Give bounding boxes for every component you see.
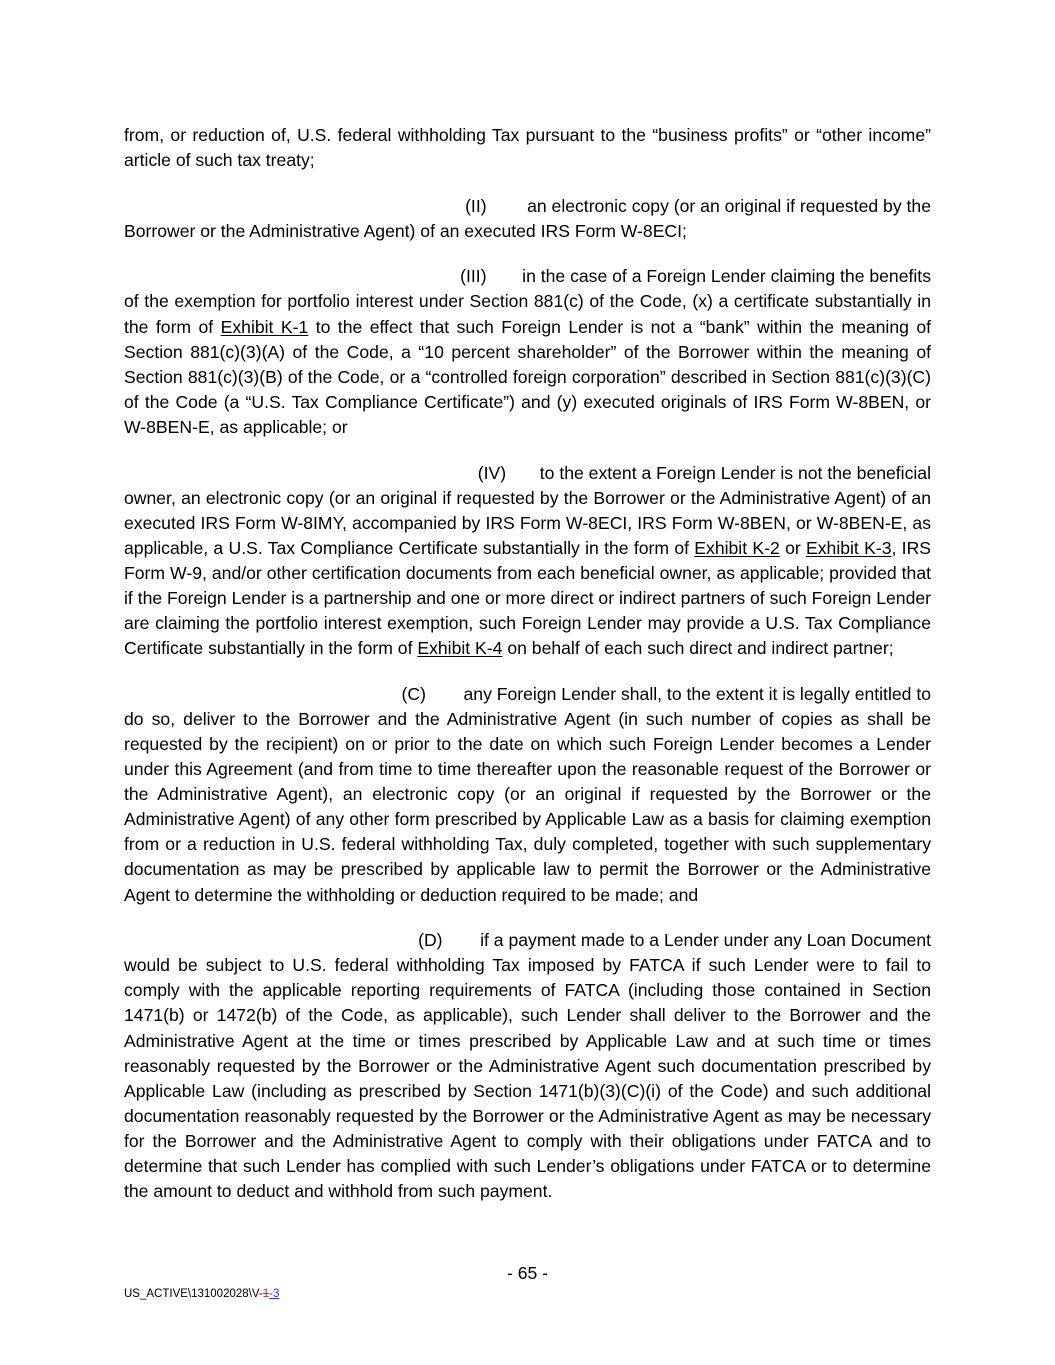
item-d-label: (D) xyxy=(418,930,443,951)
item-iii-lead xyxy=(124,264,931,289)
item-iv-text-a: owner, an electronic copy (or an original if requested by the Borrower or the Administrative Agent) of an executed IRS Form W-8IMY, accompanied by IRS Form W-8ECI, IRS Form W-8BEN, or W-8BEN-E, as applicable, a U.S. Tax Compliance Certificate substantially in the form of xyxy=(124,487,931,558)
paragraph-item-iii xyxy=(124,264,931,440)
paragraph-item-ii xyxy=(124,194,931,244)
page-number: - 65 - xyxy=(506,1263,549,1283)
paragraph-continuation xyxy=(124,123,931,173)
item-ii-label: (II) xyxy=(465,195,487,216)
item-ii-text: Borrower or the Administrative Agent) of an executed IRS Form W-8ECI; xyxy=(124,220,687,241)
item-iv-first-line: to the extent a Foreign Lender is not the beneficial xyxy=(539,462,931,483)
item-d-lead xyxy=(124,928,931,953)
item-d-first-line: if a payment made to a Lender under any Loan Document xyxy=(480,930,931,951)
item-iv-label: (IV) xyxy=(477,462,507,483)
item-iii-label: (III) xyxy=(460,266,487,287)
exhibit-k2-link: Exhibit K-2 xyxy=(694,537,780,558)
item-d-text: would be subject to U.S. federal withholding Tax imposed by FATCA if such Lender were to fail to comply with the applicable reporting requirements of FATCA (including those contained in Section 1471(b) or 1472(b) of the Code, as applicable), such Lender shall deliver to the Borrower and the Administrative Agent at the time or times prescribed by Applicable Law and at such time or times reasonably requested by the Borrower or the Administrative Agent such documentation prescribed by Applicable Law (including as prescribed by Section 1471(b)(3)(C)(i) of the Code) and such additional documentation reasonably requested by the Borrower or the Administrative Agent as may be necessary for the Borrower and the Administrative Agent to comply with their obligations under FATCA and to determine that such Lender has complied with such Lender’s obligations under FATCA or to determine the amount to deduct and withhold from such payment. xyxy=(124,955,931,1202)
document-version-deleted: 1 xyxy=(262,1288,270,1300)
item-iii-first-line: in the case of a Foreign Lender claiming the benefits xyxy=(522,266,931,287)
paragraph-item-d xyxy=(124,928,931,1204)
item-c-label: (C) xyxy=(401,683,426,704)
item-c-first-line: any Foreign Lender shall, to the extent it is legally entitled to xyxy=(463,683,931,704)
item-iv-text-d: on behalf of each such direct and indirect partner; xyxy=(502,638,894,659)
item-c-text: do so, deliver to the Borrower and the Administrative Agent (in such number of copies as shall be requested by the recipient) on or prior to the date on which such Foreign Lender becomes a Lender under this Agreement (and from time to time thereafter upon the reasonable request of the Borrower or the Administrative Agent), an electronic copy (or an original if requested by the Borrower or the Administrative Agent) of any other form prescribed by Applicable Law as a basis for claiming exemption from or a reduction in U.S. federal withholding Tax, duly completed, together with such supplementary documentation as may be prescribed by applicable law to permit the Borrower or the Administrative Agent to determine the withholding or deduction required to be made; and xyxy=(124,708,931,905)
continuation-text: from, or reduction of, U.S. federal withholding Tax pursuant to the “business profits” or “other income” article of such tax treaty; xyxy=(124,125,931,171)
paragraph-item-iv xyxy=(124,461,931,662)
paragraph-item-c xyxy=(124,682,931,908)
document-version-inserted: -3 xyxy=(269,1288,280,1300)
document-id xyxy=(124,1287,279,1301)
item-iv-lead xyxy=(124,461,931,486)
item-iv-text-b: or xyxy=(779,537,807,558)
item-ii-lead xyxy=(124,194,931,219)
item-iii-text-b: to the effect that such Foreign Lender is not a “bank” within the meaning of Section 881(c)(3)(A) of the Code, a “10 percent shareholder” of the Borrower within the meaning of Section 881(c)(3)(B) of the Code, or a “controlled foreign corporation” described in Section 881(c)(3)(C) of the Code (a “U.S. Tax Compliance Certificate”) and (y) executed originals of IRS Form W-8BEN, or W-8BEN-E, as applicable; or xyxy=(124,316,932,437)
item-ii-first-line: an electronic copy (or an original if requested by the xyxy=(527,195,931,216)
exhibit-k4-link: Exhibit K-4 xyxy=(417,638,503,659)
item-c-lead xyxy=(124,682,931,707)
document-body xyxy=(124,123,931,1225)
item-iii-text-a: of the exemption for portfolio interest under Section 881(c) of the Code, (x) a certificate substantially in the form of xyxy=(124,291,931,337)
exhibit-k1-link: Exhibit K-1 xyxy=(220,316,309,337)
exhibit-k3-link: Exhibit K-3 xyxy=(806,537,892,558)
item-iv-text-c: , IRS Form W-9, and/or other certification documents from each beneficial owner, as applicable; provided that if the Foreign Lender is a partnership and one or more direct or indirect partners of such Foreign Lender are claiming the portfolio interest exemption, such Foreign Lender may provide a U.S. Tax Compliance Certificate substantially in the form of xyxy=(124,537,932,659)
document-id-prefix: US_ACTIVE\131002028\V- xyxy=(124,1288,263,1300)
